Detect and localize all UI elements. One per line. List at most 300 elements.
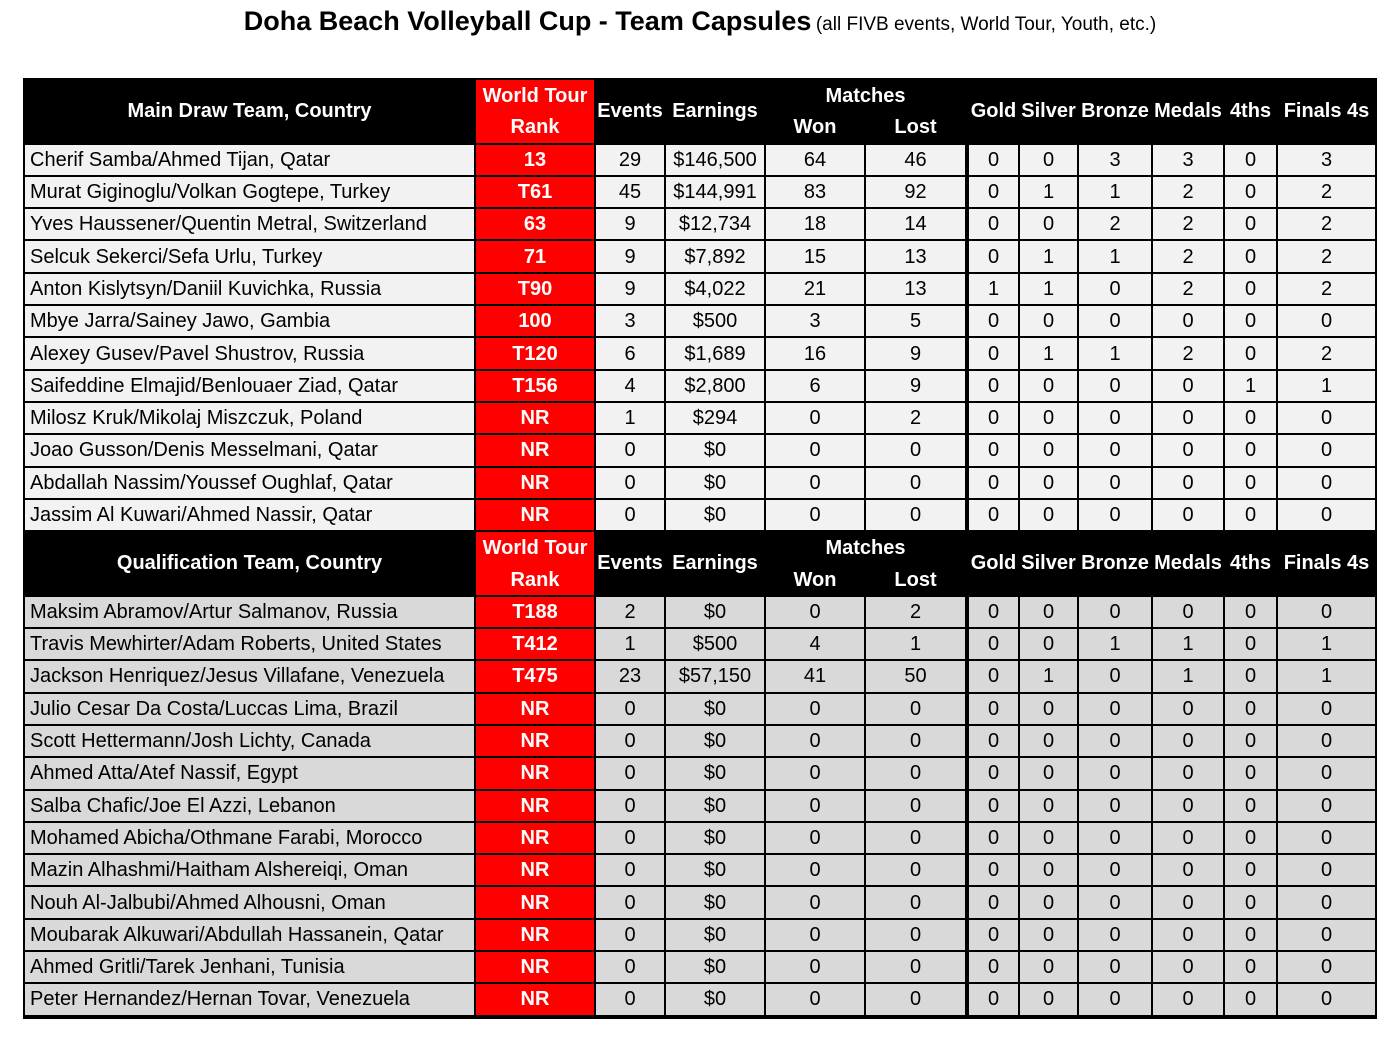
world-tour-rank: T412 (476, 629, 596, 661)
earnings-value: $57,150 (666, 661, 766, 693)
events-count: 45 (596, 177, 666, 209)
matches-won: 0 (766, 758, 866, 790)
earnings-value: $0 (666, 694, 766, 726)
bronze-count: 0 (1079, 791, 1153, 823)
earnings-value: $0 (666, 984, 766, 1016)
table-row (25, 823, 1375, 855)
gold-count: 0 (969, 758, 1020, 790)
matches-lost: 46 (866, 145, 969, 177)
fourths-count: 0 (1225, 920, 1278, 952)
team-name: Ahmed Gritli/Tarek Jenhani, Tunisia (25, 952, 476, 984)
medals-count: 2 (1153, 177, 1225, 209)
silver-count: 0 (1020, 758, 1079, 790)
matches-lost: 0 (866, 887, 969, 919)
matches-won: 4 (766, 629, 866, 661)
matches-lost: 0 (866, 758, 969, 790)
fourths-count: 0 (1225, 758, 1278, 790)
silver-count: 1 (1020, 241, 1079, 273)
silver-count: 0 (1020, 726, 1079, 758)
team-name: Scott Hettermann/Josh Lichty, Canada (25, 726, 476, 758)
team-name: Anton Kislytsyn/Daniil Kuvichka, Russia (25, 274, 476, 306)
silver-count: 0 (1020, 306, 1079, 338)
fourths-count: 0 (1225, 791, 1278, 823)
fourths-count: 0 (1225, 468, 1278, 500)
bronze-count: 1 (1079, 177, 1153, 209)
finals4s-count: 0 (1278, 468, 1375, 500)
finals4s-count: 0 (1278, 920, 1375, 952)
team-name: Cherif Samba/Ahmed Tijan, Qatar (25, 145, 476, 177)
events-count: 0 (596, 887, 666, 919)
matches-won: 15 (766, 241, 866, 273)
bronze-count: 1 (1079, 338, 1153, 370)
gold-count: 0 (969, 661, 1020, 693)
finals4s-count: 0 (1278, 500, 1375, 532)
silver-count: 0 (1020, 468, 1079, 500)
table-row (25, 629, 1375, 661)
matches-lost: 0 (866, 694, 969, 726)
team-name: Saifeddine Elmajid/Benlouaer Ziad, Qatar (25, 371, 476, 403)
world-tour-rank: NR (476, 726, 596, 758)
events-count: 0 (596, 468, 666, 500)
team-name: Joao Gusson/Denis Messelmani, Qatar (25, 435, 476, 467)
team-name: Nouh Al-Jalbubi/Ahmed Alhousni, Oman (25, 887, 476, 919)
matches-lost: 9 (866, 371, 969, 403)
fourths-count: 0 (1225, 694, 1278, 726)
world-tour-rank: T61 (476, 177, 596, 209)
world-tour-rank: NR (476, 791, 596, 823)
medals-count: 2 (1153, 209, 1225, 241)
table-row (25, 597, 1375, 629)
bronze-count: 0 (1079, 952, 1153, 984)
team-capsules-table (23, 78, 1377, 1019)
team-name: Mazin Alhashmi/Haitham Alshereiqi, Oman (25, 855, 476, 887)
finals4s-count: 0 (1278, 306, 1375, 338)
silver-count: 0 (1020, 791, 1079, 823)
finals4s-count: 2 (1278, 274, 1375, 306)
fourths-count: 0 (1225, 338, 1278, 370)
events-count: 0 (596, 855, 666, 887)
events-count: 6 (596, 338, 666, 370)
medals-count: 0 (1153, 984, 1225, 1016)
fourths-count: 1 (1225, 371, 1278, 403)
main-draw-matches-header: Matches (766, 80, 969, 112)
qualification-header-row-1 (25, 532, 1375, 564)
main-draw-fourths-header: 4ths (1225, 80, 1278, 145)
table-row (25, 338, 1375, 370)
gold-count: 1 (969, 274, 1020, 306)
silver-count: 0 (1020, 597, 1079, 629)
silver-count: 0 (1020, 629, 1079, 661)
bronze-count: 3 (1079, 145, 1153, 177)
world-tour-rank: T120 (476, 338, 596, 370)
earnings-value: $500 (666, 306, 766, 338)
events-count: 2 (596, 597, 666, 629)
bronze-count: 0 (1079, 694, 1153, 726)
earnings-value: $7,892 (666, 241, 766, 273)
table-row (25, 661, 1375, 693)
qualification-medals-header: Medals (1153, 532, 1225, 597)
bronze-count: 0 (1079, 274, 1153, 306)
finals4s-count: 0 (1278, 887, 1375, 919)
silver-count: 0 (1020, 694, 1079, 726)
matches-won: 0 (766, 920, 866, 952)
matches-won: 0 (766, 952, 866, 984)
silver-count: 0 (1020, 435, 1079, 467)
events-count: 4 (596, 371, 666, 403)
matches-lost: 13 (866, 274, 969, 306)
events-count: 0 (596, 435, 666, 467)
events-count: 0 (596, 500, 666, 532)
world-tour-rank: NR (476, 403, 596, 435)
silver-count: 0 (1020, 500, 1079, 532)
medals-count: 0 (1153, 500, 1225, 532)
earnings-value: $4,022 (666, 274, 766, 306)
medals-count: 0 (1153, 887, 1225, 919)
earnings-value: $0 (666, 468, 766, 500)
earnings-value: $2,800 (666, 371, 766, 403)
medals-count: 0 (1153, 791, 1225, 823)
matches-won: 0 (766, 823, 866, 855)
team-name: Moubarak Alkuwari/Abdullah Hassanein, Qatar (25, 920, 476, 952)
events-count: 23 (596, 661, 666, 693)
matches-lost: 2 (866, 403, 969, 435)
matches-lost: 0 (866, 500, 969, 532)
matches-lost: 13 (866, 241, 969, 273)
silver-count: 0 (1020, 145, 1079, 177)
main-draw-silver-header: Silver (1020, 80, 1079, 145)
finals4s-count: 0 (1278, 823, 1375, 855)
fourths-count: 0 (1225, 177, 1278, 209)
world-tour-rank: NR (476, 500, 596, 532)
team-name: Julio Cesar Da Costa/Luccas Lima, Brazil (25, 694, 476, 726)
table-row (25, 403, 1375, 435)
events-count: 1 (596, 629, 666, 661)
medals-count: 0 (1153, 371, 1225, 403)
world-tour-rank: NR (476, 823, 596, 855)
table-row (25, 500, 1375, 532)
main-draw-won-header: Won (766, 112, 866, 144)
medals-count: 0 (1153, 758, 1225, 790)
matches-lost: 9 (866, 338, 969, 370)
matches-won: 0 (766, 694, 866, 726)
world-tour-rank: 13 (476, 145, 596, 177)
world-tour-rank: NR (476, 984, 596, 1016)
team-name: Mbye Jarra/Sainey Jawo, Gambia (25, 306, 476, 338)
matches-won: 6 (766, 371, 866, 403)
gold-count: 0 (969, 629, 1020, 661)
qualification-lost-header: Lost (866, 564, 969, 596)
gold-count: 0 (969, 435, 1020, 467)
medals-count: 2 (1153, 241, 1225, 273)
earnings-value: $0 (666, 435, 766, 467)
medals-count: 0 (1153, 920, 1225, 952)
matches-won: 0 (766, 403, 866, 435)
team-name: Peter Hernandez/Hernan Tovar, Venezuela (25, 984, 476, 1016)
main-draw-rank-header: Rank (476, 112, 596, 144)
gold-count: 0 (969, 468, 1020, 500)
world-tour-rank: NR (476, 694, 596, 726)
bronze-count: 1 (1079, 241, 1153, 273)
world-tour-rank: NR (476, 952, 596, 984)
medals-count: 0 (1153, 855, 1225, 887)
events-count: 0 (596, 758, 666, 790)
fourths-count: 0 (1225, 823, 1278, 855)
earnings-value: $0 (666, 597, 766, 629)
main-draw-lost-header: Lost (866, 112, 969, 144)
main-draw-events-header: Events (596, 80, 666, 145)
finals4s-count: 0 (1278, 597, 1375, 629)
table-row (25, 435, 1375, 467)
matches-lost: 0 (866, 984, 969, 1016)
table-row (25, 694, 1375, 726)
main-draw-bronze-header: Bronze (1079, 80, 1153, 145)
gold-count: 0 (969, 920, 1020, 952)
bronze-count: 1 (1079, 629, 1153, 661)
table-row (25, 726, 1375, 758)
qualification-won-header: Won (766, 564, 866, 596)
matches-lost: 0 (866, 855, 969, 887)
matches-won: 21 (766, 274, 866, 306)
bronze-count: 0 (1079, 855, 1153, 887)
matches-won: 0 (766, 500, 866, 532)
finals4s-count: 0 (1278, 435, 1375, 467)
bronze-count: 0 (1079, 661, 1153, 693)
earnings-value: $0 (666, 500, 766, 532)
matches-won: 0 (766, 791, 866, 823)
gold-count: 0 (969, 823, 1020, 855)
team-name: Milosz Kruk/Mikolaj Miszczuk, Poland (25, 403, 476, 435)
events-count: 9 (596, 241, 666, 273)
earnings-value: $500 (666, 629, 766, 661)
fourths-count: 0 (1225, 597, 1278, 629)
table-row (25, 758, 1375, 790)
team-name: Maksim Abramov/Artur Salmanov, Russia (25, 597, 476, 629)
qualification-team-header: Qualification Team, Country (25, 532, 476, 597)
medals-count: 0 (1153, 403, 1225, 435)
table-row (25, 274, 1375, 306)
matches-lost: 1 (866, 629, 969, 661)
fourths-count: 0 (1225, 500, 1278, 532)
finals4s-count: 0 (1278, 403, 1375, 435)
world-tour-rank: NR (476, 855, 596, 887)
bronze-count: 0 (1079, 403, 1153, 435)
matches-lost: 0 (866, 952, 969, 984)
gold-count: 0 (969, 855, 1020, 887)
table-row (25, 855, 1375, 887)
team-name: Ahmed Atta/Atef Nassif, Egypt (25, 758, 476, 790)
bronze-count: 0 (1079, 887, 1153, 919)
earnings-value: $0 (666, 823, 766, 855)
earnings-value: $144,991 (666, 177, 766, 209)
world-tour-rank: NR (476, 758, 596, 790)
gold-count: 0 (969, 241, 1020, 273)
bronze-count: 0 (1079, 597, 1153, 629)
team-name: Travis Mewhirter/Adam Roberts, United States (25, 629, 476, 661)
bronze-count: 2 (1079, 209, 1153, 241)
finals4s-count: 0 (1278, 791, 1375, 823)
fourths-count: 0 (1225, 661, 1278, 693)
matches-won: 64 (766, 145, 866, 177)
world-tour-rank: NR (476, 920, 596, 952)
matches-won: 16 (766, 338, 866, 370)
finals4s-count: 2 (1278, 338, 1375, 370)
medals-count: 1 (1153, 629, 1225, 661)
matches-won: 18 (766, 209, 866, 241)
gold-count: 0 (969, 597, 1020, 629)
medals-count: 0 (1153, 694, 1225, 726)
team-name: Mohamed Abicha/Othmane Farabi, Morocco (25, 823, 476, 855)
gold-count: 0 (969, 338, 1020, 370)
matches-lost: 14 (866, 209, 969, 241)
team-name: Alexey Gusev/Pavel Shustrov, Russia (25, 338, 476, 370)
matches-won: 3 (766, 306, 866, 338)
matches-won: 83 (766, 177, 866, 209)
silver-count: 0 (1020, 403, 1079, 435)
fourths-count: 0 (1225, 209, 1278, 241)
main-draw-gold-header: Gold (969, 80, 1020, 145)
matches-lost: 0 (866, 920, 969, 952)
silver-count: 0 (1020, 887, 1079, 919)
gold-count: 0 (969, 500, 1020, 532)
table-row (25, 952, 1375, 984)
earnings-value: $12,734 (666, 209, 766, 241)
fourths-count: 0 (1225, 306, 1278, 338)
medals-count: 2 (1153, 338, 1225, 370)
team-name: Yves Haussener/Quentin Metral, Switzerland (25, 209, 476, 241)
events-count: 0 (596, 823, 666, 855)
main-draw-header-row-1 (25, 80, 1375, 112)
bronze-count: 0 (1079, 306, 1153, 338)
medals-count: 0 (1153, 468, 1225, 500)
matches-won: 0 (766, 435, 866, 467)
silver-count: 1 (1020, 274, 1079, 306)
earnings-value: $1,689 (666, 338, 766, 370)
finals4s-count: 0 (1278, 952, 1375, 984)
matches-lost: 2 (866, 597, 969, 629)
world-tour-rank: T90 (476, 274, 596, 306)
gold-count: 0 (969, 371, 1020, 403)
table-row (25, 177, 1375, 209)
world-tour-rank: T188 (476, 597, 596, 629)
events-count: 0 (596, 694, 666, 726)
gold-count: 0 (969, 209, 1020, 241)
silver-count: 0 (1020, 371, 1079, 403)
events-count: 0 (596, 791, 666, 823)
silver-count: 1 (1020, 338, 1079, 370)
matches-won: 0 (766, 984, 866, 1016)
world-tour-rank: NR (476, 435, 596, 467)
events-count: 29 (596, 145, 666, 177)
events-count: 0 (596, 984, 666, 1016)
earnings-value: $0 (666, 726, 766, 758)
fourths-count: 0 (1225, 241, 1278, 273)
finals4s-count: 3 (1278, 145, 1375, 177)
events-count: 3 (596, 306, 666, 338)
gold-count: 0 (969, 694, 1020, 726)
gold-count: 0 (969, 726, 1020, 758)
fourths-count: 0 (1225, 984, 1278, 1016)
qualification-fourths-header: 4ths (1225, 532, 1278, 597)
bronze-count: 0 (1079, 371, 1153, 403)
events-count: 0 (596, 726, 666, 758)
table-row (25, 241, 1375, 273)
title-subtitle: (all FIVB events, World Tour, Youth, etc.) (815, 14, 1157, 35)
main-draw-finals4s-header: Finals 4s (1278, 80, 1375, 145)
table-row (25, 468, 1375, 500)
matches-won: 0 (766, 887, 866, 919)
fourths-count: 0 (1225, 952, 1278, 984)
table-row (25, 209, 1375, 241)
table-row (25, 306, 1375, 338)
fourths-count: 0 (1225, 403, 1278, 435)
fourths-count: 0 (1225, 435, 1278, 467)
gold-count: 0 (969, 791, 1020, 823)
gold-count: 0 (969, 984, 1020, 1016)
medals-count: 3 (1153, 145, 1225, 177)
fourths-count: 0 (1225, 274, 1278, 306)
medals-count: 0 (1153, 435, 1225, 467)
bronze-count: 0 (1079, 920, 1153, 952)
bronze-count: 0 (1079, 823, 1153, 855)
matches-lost: 92 (866, 177, 969, 209)
matches-lost: 5 (866, 306, 969, 338)
finals4s-count: 0 (1278, 758, 1375, 790)
events-count: 1 (596, 403, 666, 435)
silver-count: 1 (1020, 661, 1079, 693)
matches-lost: 0 (866, 435, 969, 467)
matches-won: 0 (766, 468, 866, 500)
finals4s-count: 2 (1278, 209, 1375, 241)
table-row (25, 371, 1375, 403)
title-main: Doha Beach Volleyball Cup - Team Capsules (243, 6, 812, 36)
qualification-finals4s-header: Finals 4s (1278, 532, 1375, 597)
world-tour-rank: NR (476, 468, 596, 500)
fourths-count: 0 (1225, 726, 1278, 758)
earnings-value: $0 (666, 791, 766, 823)
earnings-value: $0 (666, 952, 766, 984)
bronze-count: 0 (1079, 726, 1153, 758)
table-row (25, 887, 1375, 919)
silver-count: 0 (1020, 920, 1079, 952)
bronze-count: 0 (1079, 500, 1153, 532)
events-count: 9 (596, 274, 666, 306)
earnings-value: $146,500 (666, 145, 766, 177)
qualification-world-tour-header: World Tour (476, 532, 596, 564)
silver-count: 0 (1020, 855, 1079, 887)
matches-lost: 50 (866, 661, 969, 693)
finals4s-count: 2 (1278, 241, 1375, 273)
qualification-events-header: Events (596, 532, 666, 597)
bronze-count: 0 (1079, 468, 1153, 500)
qualification-rank-header: Rank (476, 564, 596, 596)
silver-count: 0 (1020, 952, 1079, 984)
page-title (0, 6, 1400, 37)
finals4s-count: 0 (1278, 726, 1375, 758)
bronze-count: 0 (1079, 758, 1153, 790)
medals-count: 0 (1153, 306, 1225, 338)
world-tour-rank: 100 (476, 306, 596, 338)
world-tour-rank: T156 (476, 371, 596, 403)
qualification-silver-header: Silver (1020, 532, 1079, 597)
matches-won: 0 (766, 726, 866, 758)
qualification-gold-header: Gold (969, 532, 1020, 597)
main-draw-earnings-header: Earnings (666, 80, 766, 145)
gold-count: 0 (969, 887, 1020, 919)
earnings-value: $0 (666, 855, 766, 887)
matches-won: 41 (766, 661, 866, 693)
medals-count: 2 (1153, 274, 1225, 306)
finals4s-count: 1 (1278, 371, 1375, 403)
